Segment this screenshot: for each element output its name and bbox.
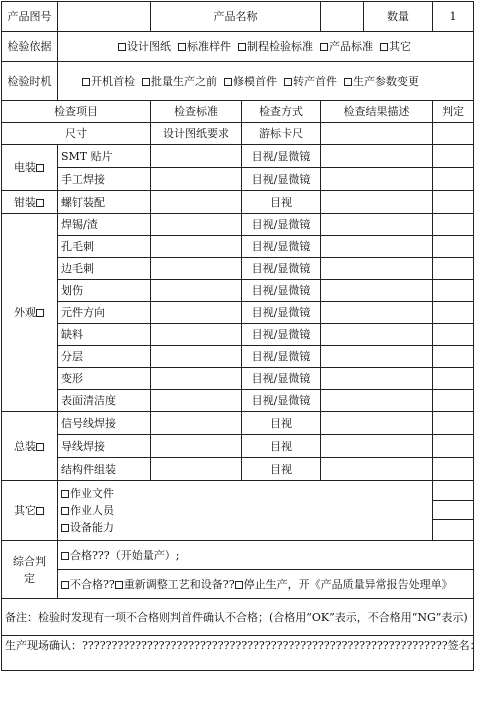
- item-judge[interactable]: [433, 458, 474, 481]
- conclusion-fail-option[interactable]: 不合格??: [61, 578, 115, 591]
- timing-label: 检验时机: [2, 62, 58, 101]
- item-name: 边毛刺: [58, 258, 151, 280]
- table-row: [2, 236, 474, 258]
- table-row: [2, 412, 474, 435]
- group-label-riveting: 钳装: [2, 191, 58, 214]
- item-judge[interactable]: [433, 145, 474, 168]
- timing-option-startup[interactable]: 开机首检: [82, 75, 135, 88]
- group-label-assembly: 总装: [2, 412, 58, 481]
- checkbox-icon: [224, 78, 232, 86]
- item-method: 目视/显微镜: [242, 236, 321, 258]
- item-result[interactable]: [321, 324, 433, 346]
- item-name: 表面清洁度: [58, 390, 151, 412]
- item-judge[interactable]: [433, 168, 474, 191]
- item-standard[interactable]: [151, 214, 242, 236]
- item-judge[interactable]: [433, 302, 474, 324]
- item-result[interactable]: [321, 258, 433, 280]
- timing-row: [2, 62, 474, 101]
- item-method: 目视/显微镜: [242, 214, 321, 236]
- item-standard[interactable]: [151, 168, 242, 191]
- item-standard[interactable]: [151, 302, 242, 324]
- checkbox-icon: [235, 581, 243, 589]
- table-row: [2, 435, 474, 458]
- item-result[interactable]: [321, 412, 433, 435]
- checkbox-icon: [82, 78, 90, 86]
- item-name: 划伤: [58, 280, 151, 302]
- checkbox-icon: [344, 78, 352, 86]
- column-header-judge: 判定: [433, 101, 474, 123]
- checkbox-icon: [118, 43, 126, 51]
- item-method: 目视/显微镜: [242, 324, 321, 346]
- basis-label: 检验依据: [2, 32, 58, 62]
- item-method: 目视: [242, 435, 321, 458]
- checkbox-icon: [61, 552, 69, 560]
- basis-options: [58, 32, 474, 62]
- conclusion-readjust-option[interactable]: 重新调整工艺和设备??: [115, 578, 235, 591]
- size-judge[interactable]: [433, 123, 474, 145]
- product-name-label: 产品名称: [151, 2, 321, 32]
- item-method: 目视/显微镜: [242, 168, 321, 191]
- quantity-label: 数量: [364, 2, 433, 32]
- table-row: [2, 280, 474, 302]
- item-result[interactable]: [321, 435, 433, 458]
- basis-option-process-standard[interactable]: 制程检验标准: [238, 40, 313, 53]
- conclusion-stop-option[interactable]: 停止生产，开《产品质量异常报告处理单》: [235, 578, 453, 591]
- item-name: 焊锡/渣: [58, 214, 151, 236]
- item-result[interactable]: [321, 302, 433, 324]
- conclusion-fail-row: [2, 570, 474, 599]
- item-name: 结构件组装: [58, 458, 151, 481]
- size-result[interactable]: [321, 123, 433, 145]
- checkbox-icon: [61, 490, 69, 498]
- group-label-appearance: 外观: [2, 214, 58, 412]
- item-standard[interactable]: [151, 280, 242, 302]
- item-name: SMT 贴片: [58, 145, 151, 168]
- item-method: 目视/显微镜: [242, 302, 321, 324]
- item-result[interactable]: [321, 390, 433, 412]
- item-judge[interactable]: [433, 258, 474, 280]
- other-judge[interactable]: [433, 481, 474, 541]
- item-judge[interactable]: [433, 191, 474, 214]
- group-label-electrical: 电装: [2, 145, 58, 191]
- item-method: 目视/显微镜: [242, 368, 321, 390]
- timing-option-parameter-change[interactable]: 生产参数变更: [344, 75, 419, 88]
- size-item: 尺寸: [2, 123, 151, 145]
- checkbox-icon: [178, 43, 186, 51]
- checkbox-icon[interactable]: [36, 199, 44, 207]
- size-method: 游标卡尺: [242, 123, 321, 145]
- item-judge[interactable]: [433, 368, 474, 390]
- product-drawing-no-label: 产品图号: [2, 2, 58, 32]
- item-name: 导线焊接: [58, 435, 151, 458]
- table-row: [2, 191, 474, 214]
- item-judge[interactable]: [433, 412, 474, 435]
- product-drawing-no-field[interactable]: [58, 2, 151, 32]
- remark-text: 备注：检验时发现有一项不合格则判首件确认不合格；(合格用“OK”表示，不合格用“NG”表示): [2, 599, 474, 636]
- header-row: [2, 2, 474, 32]
- item-method: 目视/显微镜: [242, 390, 321, 412]
- checkbox-icon: [61, 507, 69, 515]
- checkbox-icon: [115, 581, 123, 589]
- timing-option-changeover[interactable]: 转产首件: [284, 75, 337, 88]
- timing-option-before-batch[interactable]: 批量生产之前: [142, 75, 217, 88]
- item-name: 分层: [58, 346, 151, 368]
- checkbox-icon: [61, 581, 69, 589]
- product-name-field[interactable]: [321, 2, 364, 32]
- item-standard[interactable]: [151, 412, 242, 435]
- other-options: [58, 481, 433, 541]
- other-row: [2, 481, 474, 541]
- size-row: [2, 123, 474, 145]
- other-judge-line-1: [433, 482, 473, 501]
- table-row: [2, 458, 474, 481]
- item-result[interactable]: [321, 168, 433, 191]
- checkbox-icon[interactable]: [36, 164, 44, 172]
- item-method: 目视/显微镜: [242, 346, 321, 368]
- conclusion-fail: [58, 570, 474, 599]
- table-row: [2, 258, 474, 280]
- item-standard[interactable]: [151, 458, 242, 481]
- item-judge[interactable]: [433, 280, 474, 302]
- item-standard[interactable]: [151, 368, 242, 390]
- checkbox-icon[interactable]: [36, 309, 44, 317]
- item-standard[interactable]: [151, 236, 242, 258]
- basis-option-sample[interactable]: 标准样件: [178, 40, 231, 53]
- item-name: 缺料: [58, 324, 151, 346]
- item-method: 目视/显微镜: [242, 145, 321, 168]
- item-judge[interactable]: [433, 390, 474, 412]
- basis-row: [2, 32, 474, 62]
- table-row: [2, 214, 474, 236]
- checkbox-icon: [142, 78, 150, 86]
- checkbox-icon[interactable]: [36, 443, 44, 451]
- checkbox-icon: [320, 43, 328, 51]
- item-judge[interactable]: [433, 236, 474, 258]
- item-result[interactable]: [321, 145, 433, 168]
- other-judge-line-3: [433, 520, 473, 539]
- other-option-equipment[interactable]: 设备能力: [61, 519, 429, 536]
- checkbox-icon: [380, 43, 388, 51]
- quantity-value[interactable]: 1: [433, 2, 474, 32]
- item-result[interactable]: [321, 280, 433, 302]
- item-name: 螺钉装配: [58, 191, 151, 214]
- remark-row: [2, 599, 474, 636]
- conclusion-label: 综合判 定: [2, 541, 58, 599]
- column-header-result: 检查结果描述: [321, 101, 433, 123]
- confirm-label: 生产现场确认：: [5, 639, 82, 652]
- item-result[interactable]: [321, 236, 433, 258]
- table-row: [2, 368, 474, 390]
- item-name: 元件方向: [58, 302, 151, 324]
- conclusion-pass[interactable]: 合格???（开始量产）;: [58, 541, 474, 570]
- checkbox-icon: [238, 43, 246, 51]
- conclusion-pass-row: [2, 541, 474, 570]
- item-judge[interactable]: [433, 324, 474, 346]
- table-row: [2, 324, 474, 346]
- item-standard[interactable]: [151, 346, 242, 368]
- table-row: [2, 346, 474, 368]
- column-header-standard: 检查标准: [151, 101, 242, 123]
- item-judge[interactable]: [433, 214, 474, 236]
- item-result[interactable]: [321, 214, 433, 236]
- basis-option-product-standard[interactable]: 产品标准: [320, 40, 373, 53]
- column-header-item: 检查项目: [2, 101, 151, 123]
- item-result[interactable]: [321, 458, 433, 481]
- basis-option-drawing[interactable]: 设计图纸: [118, 40, 171, 53]
- timing-option-mold-repair[interactable]: 修模首件: [224, 75, 277, 88]
- size-standard: 设计图纸要求: [151, 123, 242, 145]
- table-row: [2, 168, 474, 191]
- item-method: 目视/显微镜: [242, 258, 321, 280]
- basis-option-other[interactable]: 其它: [380, 40, 411, 53]
- item-method: 目视: [242, 412, 321, 435]
- confirm-fill[interactable]: ??????????????????????????????????????????????????????????????: [82, 639, 448, 652]
- other-option-work-docs[interactable]: 作业文件: [61, 485, 429, 502]
- confirm-row: [2, 636, 474, 671]
- item-judge[interactable]: [433, 346, 474, 368]
- item-standard[interactable]: [151, 390, 242, 412]
- item-result[interactable]: [321, 191, 433, 214]
- item-method: 目视/显微镜: [242, 280, 321, 302]
- confirm-sign-label: 签名：: [447, 639, 481, 652]
- item-method: 目视: [242, 458, 321, 481]
- confirm-cell: [2, 636, 481, 671]
- item-name: 变形: [58, 368, 151, 390]
- group-label-other: 其它: [2, 481, 58, 541]
- other-option-personnel[interactable]: 作业人员: [61, 502, 429, 519]
- item-judge[interactable]: [433, 435, 474, 458]
- item-standard[interactable]: [151, 145, 242, 168]
- other-judge-line-2: [433, 501, 473, 520]
- table-row: [2, 390, 474, 412]
- first-article-inspection-table: [1, 1, 481, 671]
- timing-options: [58, 62, 474, 101]
- table-row: [2, 145, 474, 168]
- item-name: 信号线焊接: [58, 412, 151, 435]
- item-standard[interactable]: [151, 324, 242, 346]
- table-row: [2, 302, 474, 324]
- item-result[interactable]: [321, 346, 433, 368]
- column-header-row: [2, 101, 474, 123]
- item-method: 目视: [242, 191, 321, 214]
- checkbox-icon: [61, 524, 69, 532]
- item-standard[interactable]: [151, 191, 242, 214]
- item-name: 孔毛刺: [58, 236, 151, 258]
- item-standard[interactable]: [151, 258, 242, 280]
- item-result[interactable]: [321, 368, 433, 390]
- checkbox-icon: [284, 78, 292, 86]
- item-name: 手工焊接: [58, 168, 151, 191]
- checkbox-icon[interactable]: [36, 507, 44, 515]
- item-standard[interactable]: [151, 435, 242, 458]
- column-header-method: 检查方式: [242, 101, 321, 123]
